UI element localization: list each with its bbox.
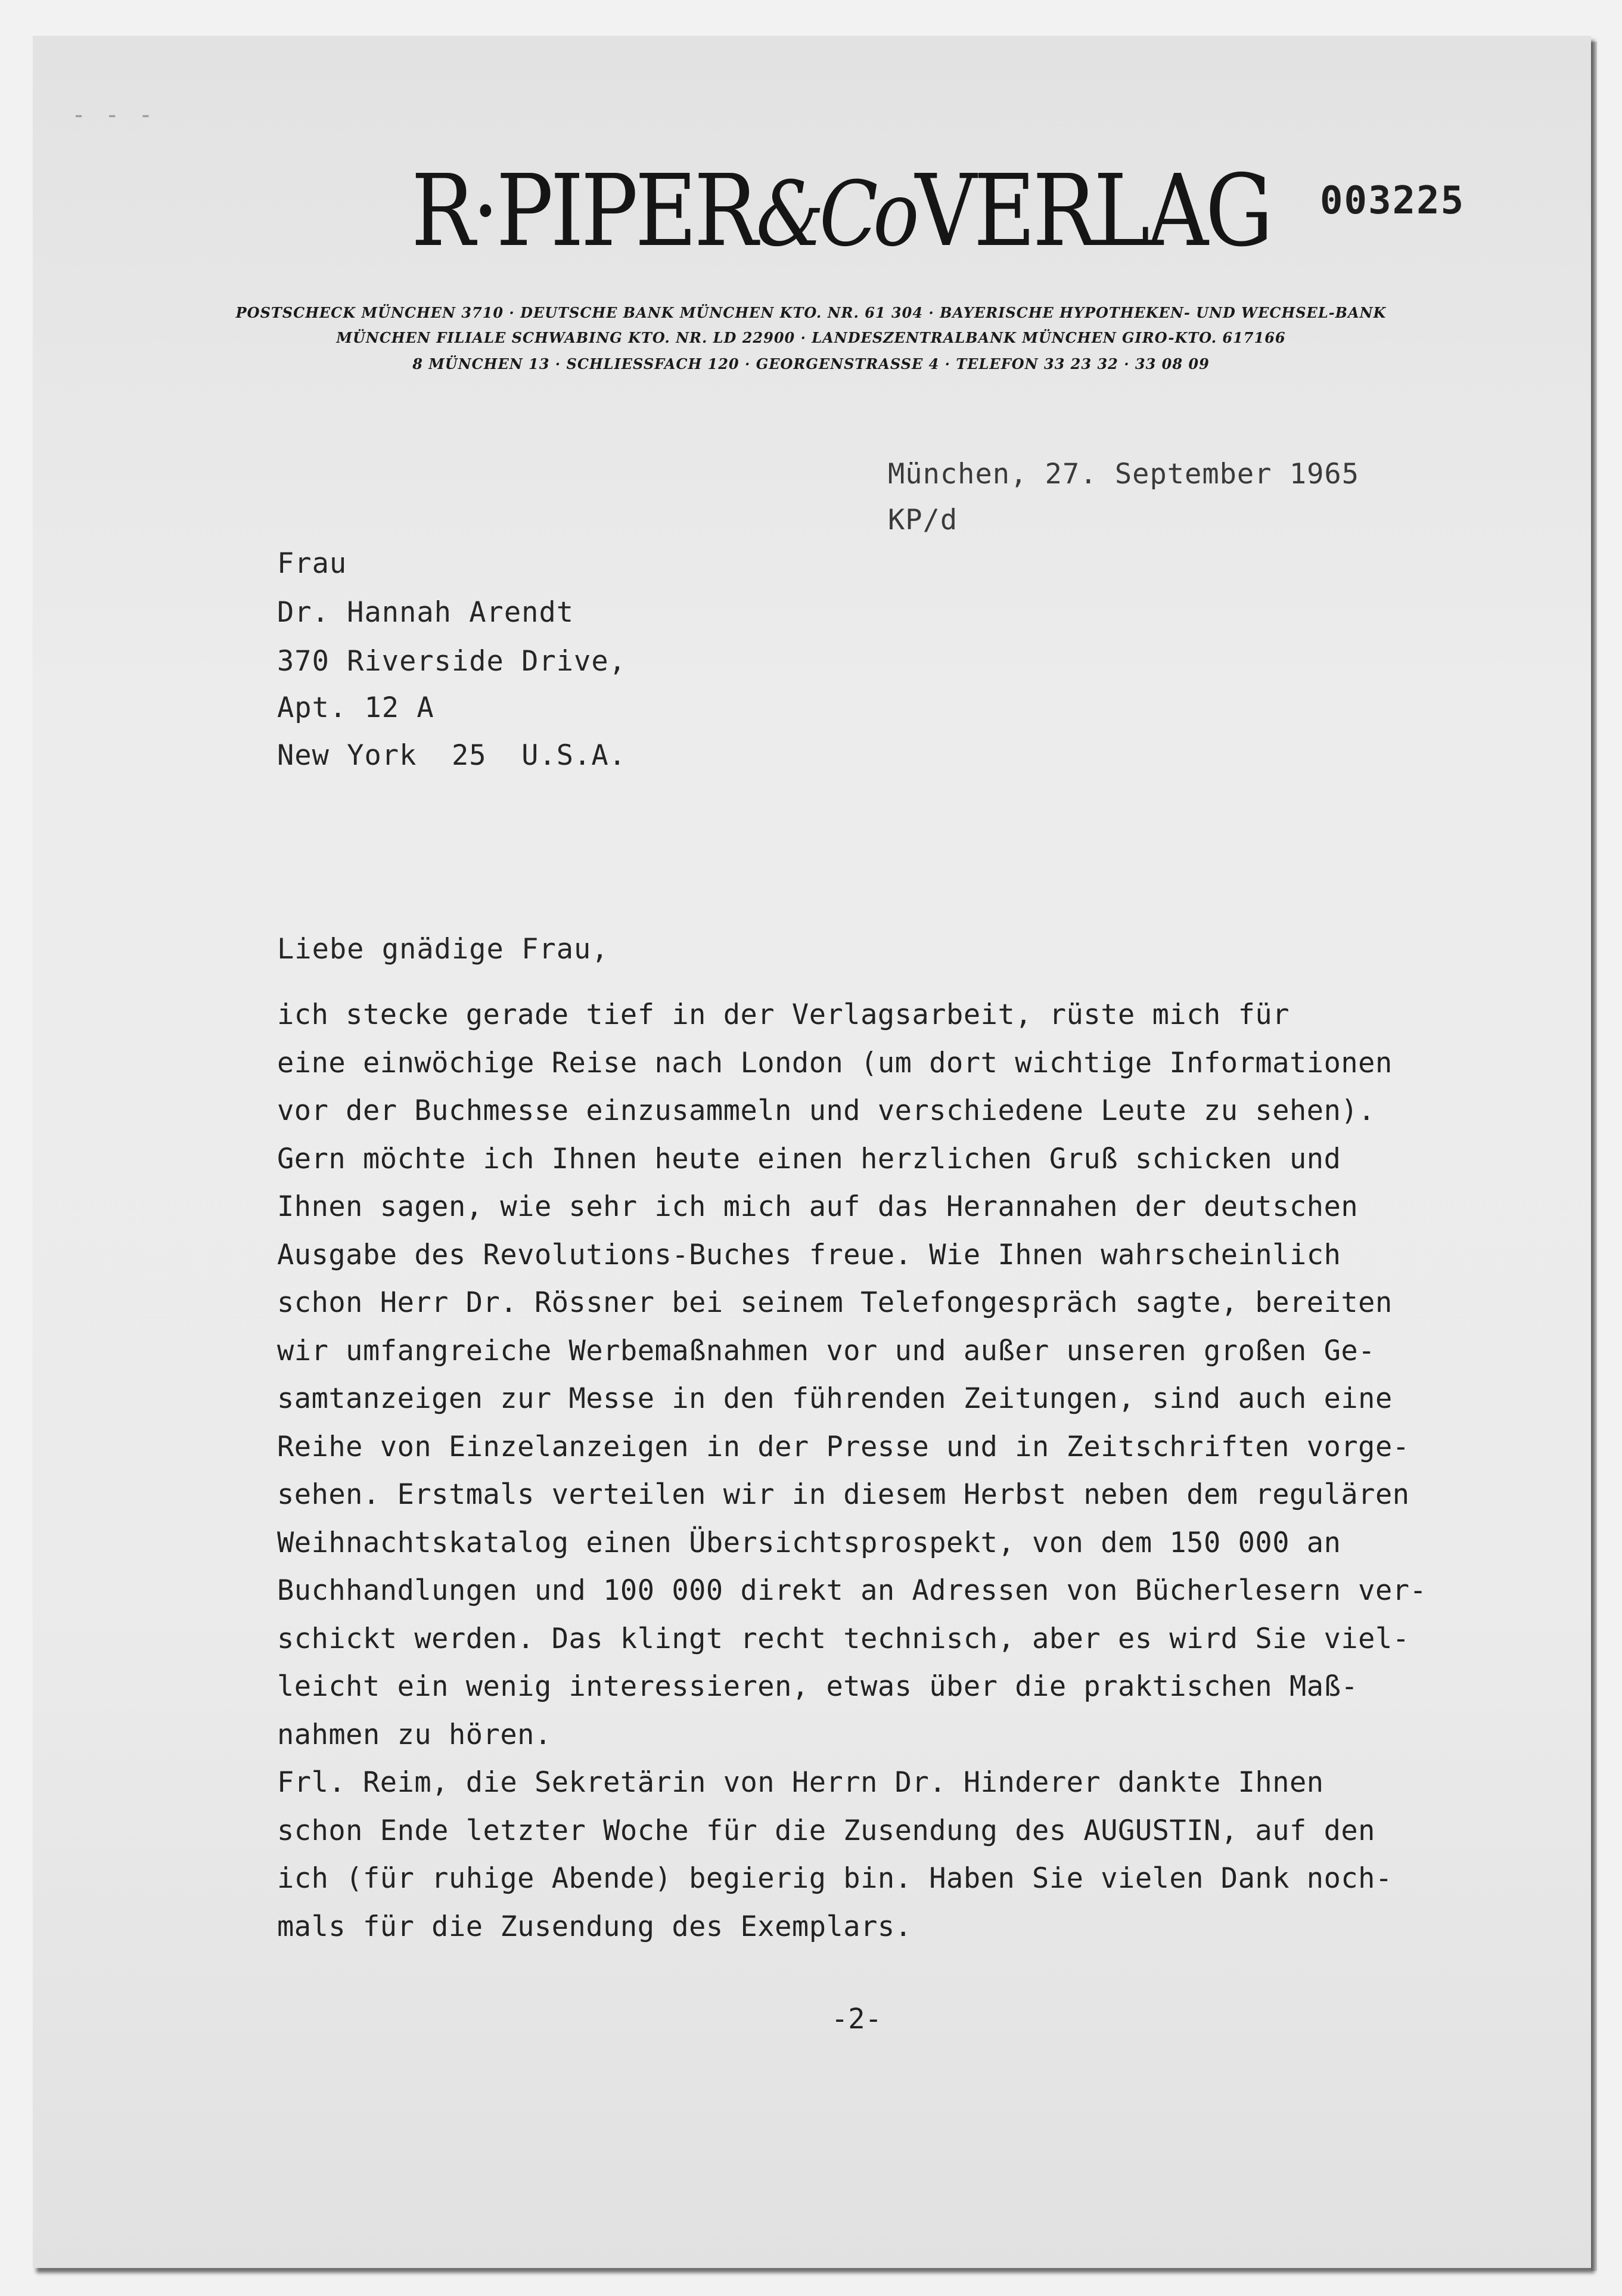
recipient-title: Frau [277,547,347,580]
letter-body-line: wir umfangreiche Werbemaßnahmen vor und außer unseren großen Ge- [277,1334,1375,1367]
page-continuation-marker: -2- [831,2003,882,2036]
place-date: München, 27. September 1965 [888,458,1360,491]
letter-body-line: Frl. Reim, die Sekretärin von Herrn Dr. Hinderer dankte Ihnen [277,1766,1324,1799]
letter-body-line: Buchhandlungen und 100 000 direkt an Adressen von Bücherlesern ver- [277,1574,1427,1607]
recipient-apartment: Apt. 12 A [277,691,434,724]
letter-body-line: schon Ende letzter Woche für die Zusendung des AUGUSTIN, auf den [277,1814,1375,1847]
letter-body-line: Ausgabe des Revolutions-Buches freue. Wie Ihnen wahrscheinlich [277,1238,1341,1271]
letter-body-line: Weihnachtskatalog einen Übersichtsprospekt, von dem 150 000 an [277,1526,1341,1559]
recipient-city: New York 25 U.S.A. [277,739,626,772]
letter-body-line: eine einwöchige Reise nach London (um dort wichtige Informationen [277,1046,1393,1079]
logo-left: R·PIPER [411,154,755,269]
letter-body-line: sehen. Erstmals verteilen wir in diesem Herbst neben dem regulären [277,1478,1410,1511]
corner-pencil-mark: - - - [72,101,156,129]
letterhead-bank-line: MÜNCHEN FILIALE SCHWABING KTO. NR. LD 22900 · LANDESZENTRALBANK MÜNCHEN GIRO-KTO. 617166 [336,329,1286,346]
logo-text [411,154,1270,269]
letter-body-line: vor der Buchmesse einzusammeln und verschiedene Leute zu sehen). [277,1094,1375,1127]
letterhead-address-line: 8 MÜNCHEN 13 · SCHLIESSFACH 120 · GEORGENSTRASSE 4 · TELEFON 33 23 32 · 33 08 09 [412,355,1210,373]
letter-body-line: leicht ein wenig interessieren, etwas über die praktischen Maß- [277,1670,1359,1703]
letter-body-line: samtanzeigen zur Messe in den führenden Zeitungen, sind auch eine [277,1382,1393,1415]
letter-body-line: ich (für ruhige Abende) begierig bin. Haben Sie vielen Dank noch- [277,1862,1393,1895]
letter-body-line: ich stecke gerade tief in der Verlagsarbeit, rüste mich für [277,998,1289,1031]
logo-ampersand-co: &Co [756,163,915,266]
letter-body-line: Reihe von Einzelanzeigen in der Presse und in Zeitschriften vorge- [277,1430,1410,1463]
publisher-logo [411,148,1410,269]
letter-body-line: nahmen zu hören. [277,1718,552,1751]
logo-right: VERLAG [915,154,1270,269]
letter-body-line: mals für die Zusendung des Exemplars. [277,1910,912,1943]
document-number: 003225 [1320,179,1465,223]
letter-body-line: Gern möchte ich Ihnen heute einen herzlichen Gruß schicken und [277,1142,1341,1175]
letter-body-line: schickt werden. Das klingt recht technisch, aber es wird Sie viel- [277,1622,1410,1655]
letter-greeting: Liebe gnädige Frau, [277,933,609,966]
letter-body-line: schon Herr Dr. Rössner bei seinem Telefongespräch sagte, bereiten [277,1286,1393,1319]
letter-body-line: Ihnen sagen, wie sehr ich mich auf das Herannahen der deutschen [277,1190,1359,1223]
letterhead-bank-line: POSTSCHECK MÜNCHEN 3710 · DEUTSCHE BANK MÜNCHEN KTO. NR. 61 304 · BAYERISCHE HYPOTHEKEN- UND WECHSEL-BANK [235,304,1387,321]
recipient-street: 370 Riverside Drive, [277,645,626,678]
sheet-edge-shadow [1591,42,1597,2271]
recipient-name: Dr. Hannah Arendt [277,596,574,629]
reference-code: KP/d [888,504,958,536]
